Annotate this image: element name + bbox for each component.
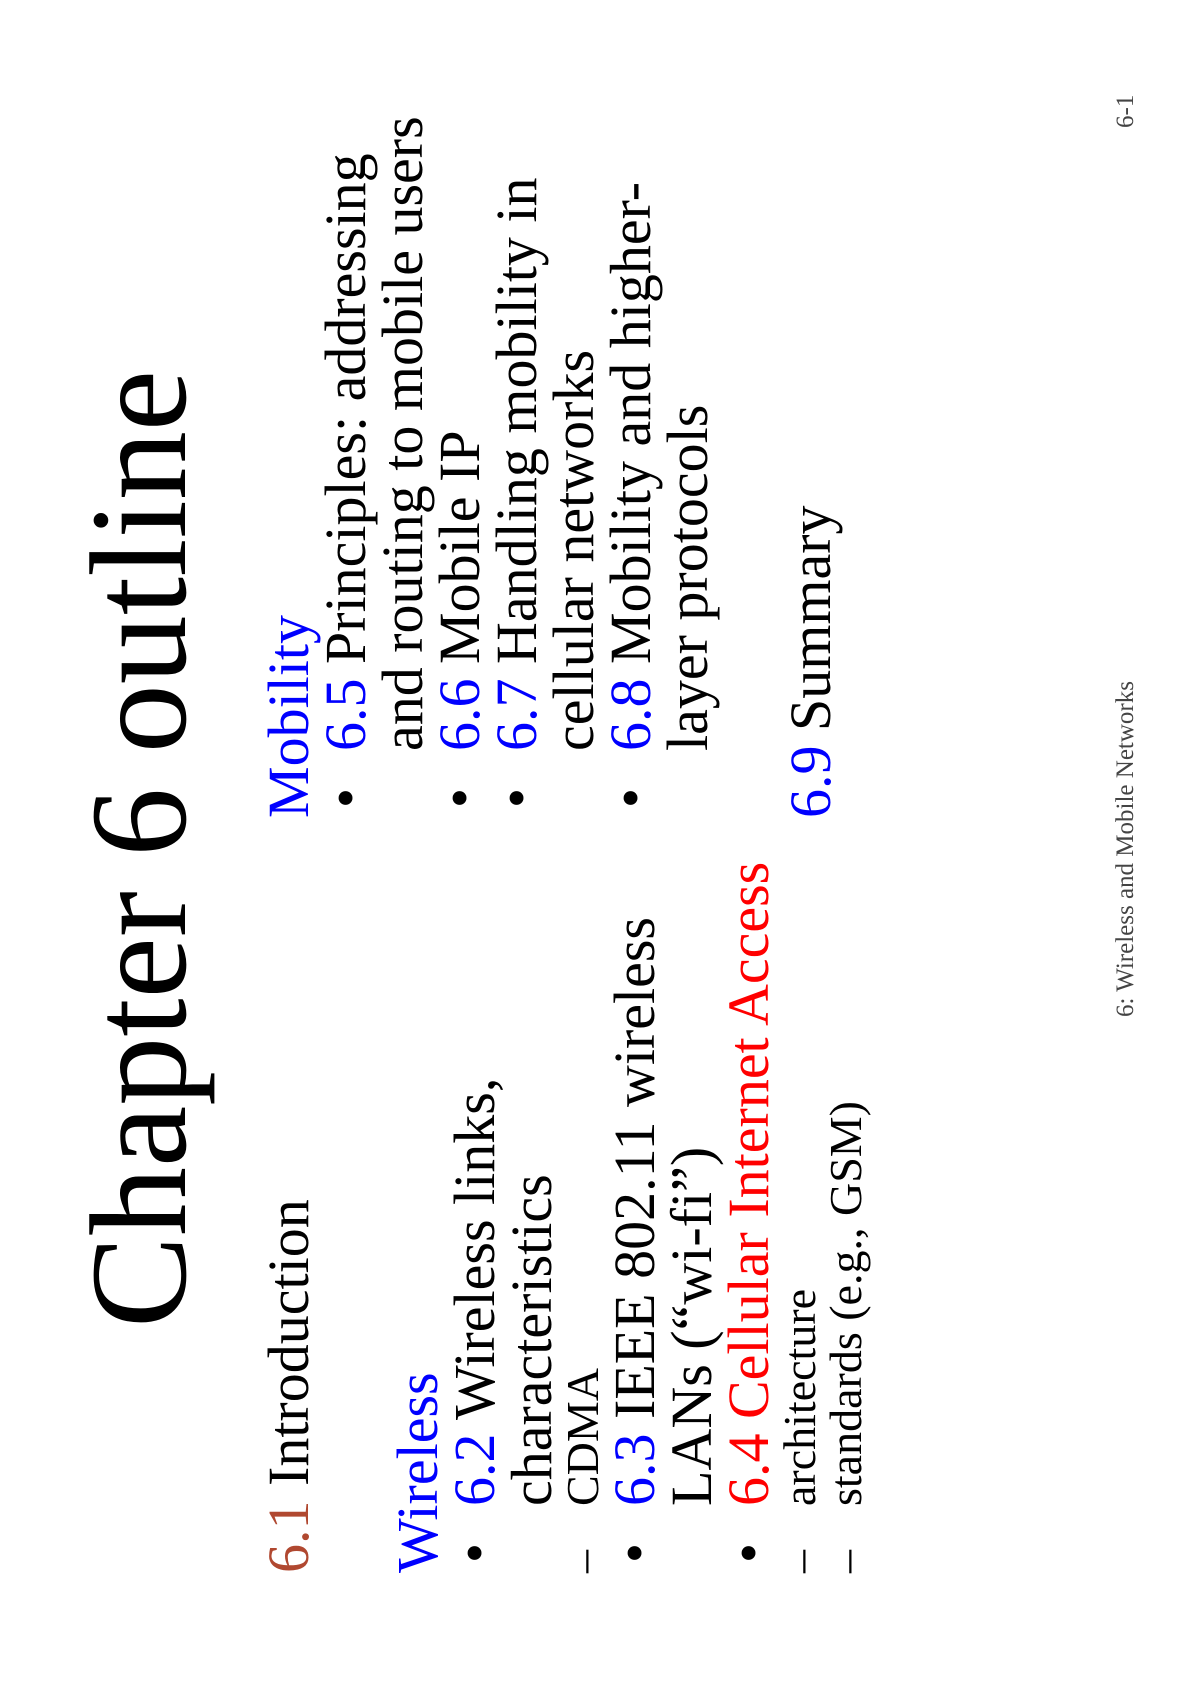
bullet: • [716,1542,781,1564]
item-6-7-continuation: cellular networks [541,349,606,751]
intro-number: 6.1 [256,1500,321,1573]
dash: – [557,1550,608,1573]
item-6-6-number: 6.6 [427,678,492,751]
item-6-4-text: Cellular Internet Access [716,861,781,1434]
item-6-6-text: Mobile IP [427,430,492,679]
item-6-3-number: 6.3 [602,1433,667,1506]
section-wireless: Wireless [385,1372,450,1573]
item-6-3-continuation: LANs (“wi-fi”) [659,1146,724,1506]
left-column [256,861,871,1573]
item-6-3-text: IEEE 802.11 wireless [602,916,667,1434]
sub-item-architecture-text: architecture [774,1288,825,1506]
item-6-5-number: 6.5 [313,678,378,751]
item-6-2-continuation: characteristics [499,1174,564,1506]
bullet: • [484,787,549,809]
item-6-3 [602,916,667,1573]
bullet: • [442,1542,507,1564]
item-6-7-text: Handling mobility in [484,177,549,679]
item-6-4 [716,861,781,1573]
item-6-5 [313,38,378,818]
dash: – [820,1550,871,1573]
page-number: 6-1 [1112,94,1139,128]
item-6-2 [442,973,507,1573]
sub-item-standards-text: standards (e.g., GSM) [820,1101,871,1506]
bullet: • [313,787,378,809]
item-6-8-number: 6.8 [598,678,663,751]
sub-item-cdma-text: CDMA [557,1367,608,1506]
summary-number: 6.9 [778,745,843,818]
intro-text: Introduction [256,1199,321,1501]
right-column [256,38,843,818]
bullet: • [602,1542,667,1564]
item-6-8-text: Mobility and higher- [598,181,663,679]
bullet: • [427,787,492,809]
item-6-2-number: 6.2 [442,1433,507,1506]
summary-text: Summary [778,505,843,746]
item-intro [256,973,321,1573]
item-6-5-text: Principles: addressing [313,153,378,679]
sub-item-standards [820,973,871,1573]
item-summary [778,38,843,818]
item-6-7 [484,38,549,818]
sub-item-architecture [774,973,825,1573]
section-mobility: Mobility [256,614,321,818]
item-6-8-continuation: layer protocols [655,404,720,751]
item-6-6 [427,38,492,818]
item-6-2-text: Wireless links, [442,1077,507,1434]
slide-title: Chapter 6 outline [62,369,215,1329]
item-6-8 [598,38,663,818]
dash: – [774,1550,825,1573]
item-6-7-number: 6.7 [484,678,549,751]
sub-item-cdma [557,973,608,1573]
footer: 6: Wireless and Mobile Networks [1112,681,1139,1017]
bullet: • [598,787,663,809]
item-6-4-number: 6.4 [716,1433,781,1506]
item-6-5-continuation: and routing to mobile users [370,116,435,751]
